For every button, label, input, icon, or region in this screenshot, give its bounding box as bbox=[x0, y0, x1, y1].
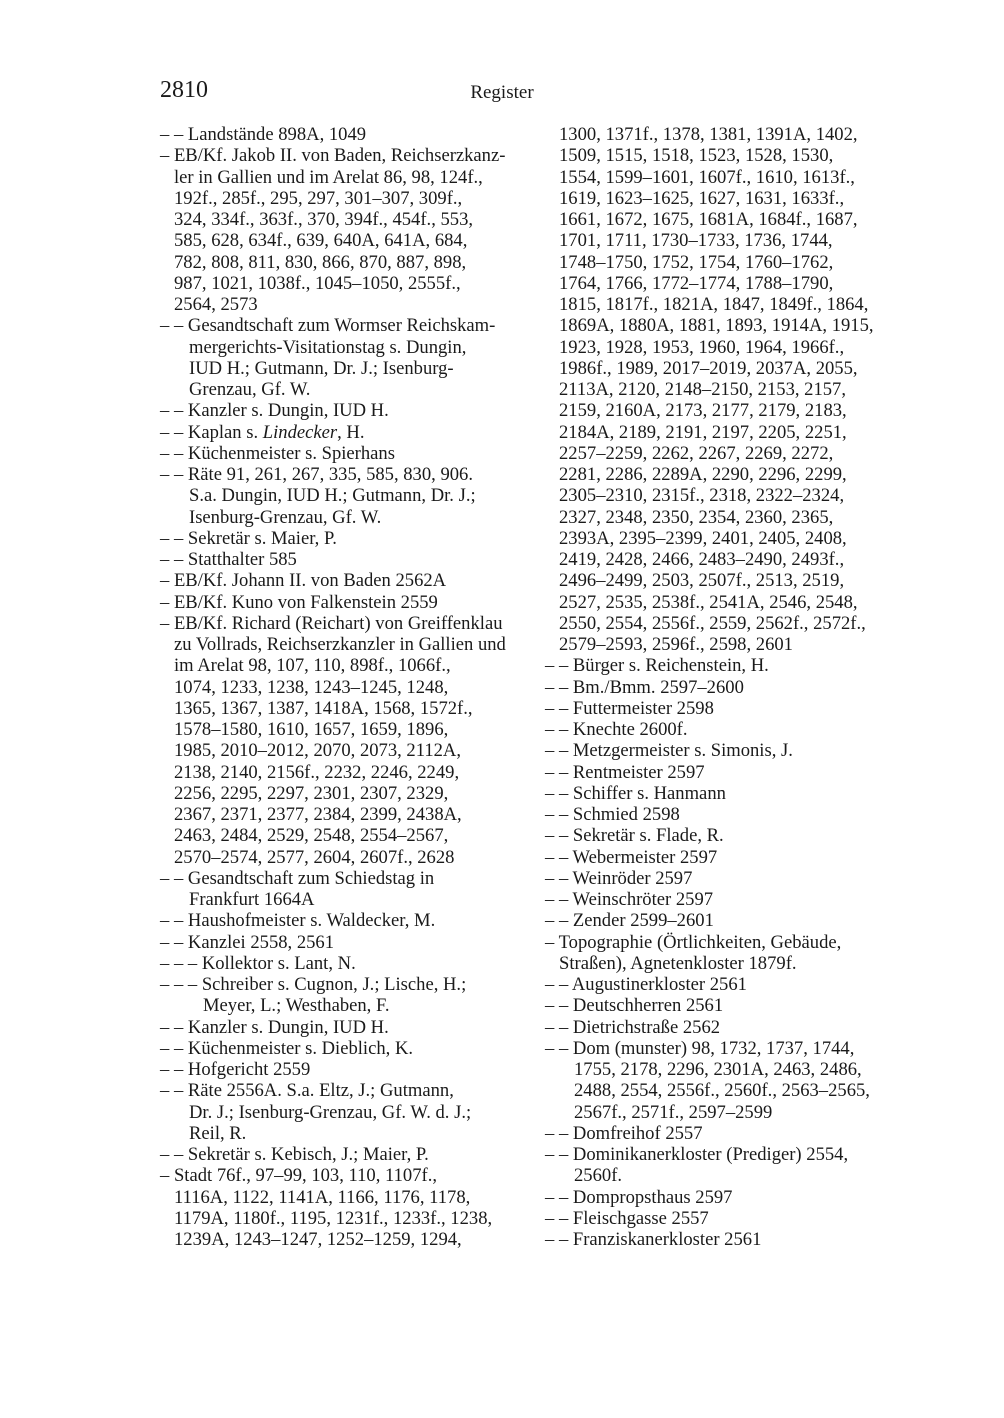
index-line-text: 2113A, 2120, 2148–2150, 2153, 2157, bbox=[559, 379, 846, 400]
index-line-text: 192f., 285f., 295, 297, 301–307, 309f., bbox=[174, 187, 463, 209]
index-line-text: 2257–2259, 2262, 2267, 2269, 2272, bbox=[559, 442, 834, 464]
index-line bbox=[545, 634, 920, 655]
index-line-text: 1116A, 1122, 1141A, 1166, 1176, 1178, bbox=[174, 1186, 471, 1208]
index-line-text: – – – Kollektor s. Lant, N. bbox=[160, 952, 356, 974]
index-line-text: 987, 1021, 1038f., 1045–1050, 2555f., bbox=[174, 272, 461, 294]
index-line bbox=[160, 995, 535, 1016]
index-line-text: – – Knechte 2600f. bbox=[545, 719, 688, 740]
index-line bbox=[160, 528, 535, 549]
index-line bbox=[545, 825, 920, 846]
index-line-text: 782, 808, 811, 830, 866, 870, 887, 898, bbox=[174, 251, 467, 273]
index-line-text: – EB/Kf. Jakob II. von Baden, Reichserzkanz- bbox=[160, 145, 506, 167]
index-line-text: Isenburg-Grenzau, Gf. W. bbox=[189, 506, 382, 528]
index-line-text: zu Vollrads, Reichserzkanzler in Gallien und bbox=[174, 634, 506, 655]
index-line-text: – Topographie (Örtlichkeiten, Gebäude, bbox=[545, 931, 842, 953]
index-line-text: – – Kanzlei 2558, 2561 bbox=[160, 931, 335, 953]
index-line-text: 2488, 2554, 2556f., 2560f., 2563–2565, bbox=[574, 1080, 870, 1102]
index-line-text: – – Küchenmeister s. Spierhans bbox=[160, 442, 395, 464]
index-line-text: – – Bürger s. Reichenstein, H. bbox=[545, 655, 769, 677]
index-line bbox=[160, 974, 535, 995]
index-line bbox=[160, 1187, 535, 1208]
index-line-text: – – Hofgericht 2559 bbox=[160, 1059, 311, 1080]
index-line bbox=[545, 1102, 920, 1123]
index-line-text: 2305–2310, 2315f., 2318, 2322–2324, bbox=[559, 485, 845, 507]
index-line bbox=[160, 422, 535, 443]
index-line bbox=[160, 145, 535, 166]
index-line bbox=[160, 1165, 535, 1186]
index-line-text: 2281, 2286, 2289A, 2290, 2296, 2299, bbox=[559, 464, 847, 485]
index-line bbox=[160, 677, 535, 698]
index-line bbox=[545, 1144, 920, 1165]
index-line bbox=[545, 655, 920, 676]
index-line bbox=[160, 507, 535, 528]
index-line-text: – – Dietrichstraße 2562 bbox=[545, 1016, 721, 1038]
index-line-text: – – Franziskanerkloster 2561 bbox=[545, 1229, 762, 1250]
index-line bbox=[545, 507, 920, 528]
index-line bbox=[160, 932, 535, 953]
index-line bbox=[545, 400, 920, 421]
index-line bbox=[160, 485, 535, 506]
index-line-text: – EB/Kf. Johann II. von Baden 2562A bbox=[160, 570, 447, 592]
index-line-text: – – Räte 2556A. S.a. Eltz, J.; Gutmann, bbox=[160, 1080, 454, 1102]
index-line bbox=[160, 783, 535, 804]
index-line bbox=[545, 528, 920, 549]
index-line bbox=[545, 1229, 920, 1250]
running-head: Register bbox=[470, 82, 534, 103]
index-line-text: 1815, 1817f., 1821A, 1847, 1849f., 1864, bbox=[559, 294, 869, 315]
index-line-text: – – Weinröder 2597 bbox=[545, 867, 693, 889]
index-line bbox=[545, 188, 920, 209]
index-line bbox=[545, 910, 920, 931]
index-line-text: 2579–2593, 2596f., 2598, 2601 bbox=[559, 634, 793, 655]
index-line-text: 2550, 2554, 2556f., 2559, 2562f., 2572f., bbox=[559, 612, 866, 634]
index-line bbox=[160, 1059, 535, 1080]
index-line bbox=[160, 1038, 535, 1059]
index-line-text: mergerichts-Visitationstag s. Dungin, bbox=[189, 336, 467, 358]
index-line bbox=[160, 740, 535, 761]
index-line bbox=[545, 719, 920, 740]
index-line bbox=[545, 294, 920, 315]
index-line bbox=[160, 719, 535, 740]
index-line-text: – – Dom (munster) 98, 1732, 1737, 1744, bbox=[545, 1037, 855, 1059]
index-line-text: Grenzau, Gf. W. bbox=[189, 379, 311, 400]
index-line bbox=[545, 549, 920, 570]
index-line-text: 2367, 2371, 2377, 2384, 2399, 2438A, bbox=[174, 804, 462, 825]
index-line bbox=[160, 443, 535, 464]
index-line-text: 2327, 2348, 2350, 2354, 2360, 2365, bbox=[559, 506, 834, 528]
index-line bbox=[545, 209, 920, 230]
index-line-text: 1509, 1515, 1518, 1523, 1528, 1530, bbox=[559, 145, 834, 167]
index-line bbox=[545, 1187, 920, 1208]
index-line bbox=[545, 932, 920, 953]
index-line-text: 2560f. bbox=[574, 1165, 623, 1187]
index-line-text: 1986f., 1989, 2017–2019, 2037A, 2055, bbox=[559, 357, 858, 379]
index-line-text: 1755, 2178, 2296, 2301A, 2463, 2486, bbox=[574, 1059, 862, 1080]
index-line bbox=[160, 400, 535, 421]
index-line bbox=[545, 230, 920, 251]
index-line-text: 2159, 2160A, 2173, 2177, 2179, 2183, bbox=[559, 400, 847, 422]
index-line bbox=[160, 549, 535, 570]
index-line bbox=[160, 294, 535, 315]
index-line-text: – – Küchenmeister s. Dieblich, K. bbox=[160, 1037, 414, 1059]
index-line-text: 1365, 1367, 1387, 1418A, 1568, 1572f., bbox=[174, 697, 473, 719]
index-line-text: – – Sekretär s. Flade, R. bbox=[545, 825, 724, 847]
index-line-text: 2463, 2484, 2529, 2548, 2554–2567, bbox=[174, 825, 449, 847]
index-line bbox=[545, 592, 920, 613]
index-line-text: – – Landstände 898A, 1049 bbox=[160, 124, 367, 145]
index-line bbox=[545, 1059, 920, 1080]
index-line-text: ler in Gallien und im Arelat 86, 98, 124f., bbox=[174, 166, 483, 188]
index-line-text: – – Augustinerkloster 2561 bbox=[545, 974, 747, 995]
index-line-text: 1619, 1623–1625, 1627, 1631, 1633f., bbox=[559, 187, 845, 209]
index-line bbox=[160, 315, 535, 336]
index-line-text: 1764, 1766, 1772–1774, 1788–1790, bbox=[559, 272, 834, 294]
index-line-text: – – Statthalter 585 bbox=[160, 549, 297, 570]
index-line-text: – – Schmied 2598 bbox=[545, 804, 680, 825]
index-line bbox=[160, 889, 535, 910]
index-line bbox=[545, 124, 920, 145]
index-line-text: 1661, 1672, 1675, 1681A, 1684f., 1687, bbox=[559, 209, 858, 230]
index-line bbox=[545, 1017, 920, 1038]
index-line bbox=[160, 167, 535, 188]
index-line-text: – Stadt 76f., 97–99, 103, 110, 1107f., bbox=[160, 1165, 437, 1187]
index-column-left bbox=[160, 124, 535, 1250]
index-line bbox=[545, 889, 920, 910]
index-line bbox=[545, 995, 920, 1016]
index-line-text: Straßen), Agnetenkloster 1879f. bbox=[559, 952, 797, 974]
index-line-text: 1554, 1599–1601, 1607f., 1610, 1613f., bbox=[559, 166, 855, 188]
index-line-text: – – Dompropsthaus 2597 bbox=[545, 1186, 733, 1208]
index-line bbox=[545, 337, 920, 358]
index-line-text: im Arelat 98, 107, 110, 898f., 1066f., bbox=[174, 655, 451, 677]
index-line bbox=[545, 252, 920, 273]
index-line bbox=[545, 613, 920, 634]
index-line bbox=[160, 252, 535, 273]
index-line bbox=[545, 358, 920, 379]
index-line bbox=[160, 910, 535, 931]
index-line-text: 1300, 1371f., 1378, 1381, 1391A, 1402, bbox=[559, 124, 858, 145]
index-line bbox=[545, 315, 920, 336]
index-line-text: 2184A, 2189, 2191, 2197, 2205, 2251, bbox=[559, 421, 847, 443]
index-line-text: 2570–2574, 2577, 2604, 2607f., 2628 bbox=[174, 846, 455, 868]
index-line-text: – EB/Kf. Kuno von Falkenstein 2559 bbox=[160, 591, 438, 613]
index-line-text: – – Weinschröter 2597 bbox=[545, 889, 714, 910]
index-line bbox=[160, 188, 535, 209]
index-line-text: 1701, 1711, 1730–1733, 1736, 1744, bbox=[559, 230, 833, 252]
index-line-text: – – Zender 2599–2601 bbox=[545, 910, 714, 932]
index-line-text: Dr. J.; Isenburg-Grenzau, Gf. W. d. J.; bbox=[189, 1101, 472, 1123]
index-line-text: – – Kanzler s. Dungin, IUD H. bbox=[160, 400, 389, 422]
index-line bbox=[545, 762, 920, 783]
index-line-text: – – Gesandtschaft zum Schiedstag in bbox=[160, 867, 435, 889]
index-line bbox=[545, 1165, 920, 1186]
index-line bbox=[545, 1080, 920, 1101]
index-line bbox=[160, 868, 535, 889]
index-line-text: 2527, 2535, 2538f., 2541A, 2546, 2548, bbox=[559, 591, 858, 613]
index-line bbox=[160, 762, 535, 783]
index-line-text: 2564, 2573 bbox=[174, 294, 258, 315]
index-line bbox=[160, 209, 535, 230]
index-line bbox=[160, 273, 535, 294]
index-line-text: – – Schiffer s. Hanmann bbox=[545, 782, 726, 804]
index-line bbox=[545, 1038, 920, 1059]
index-line bbox=[545, 847, 920, 868]
index-line bbox=[160, 1144, 535, 1165]
index-line-text: – – Kanzler s. Dungin, IUD H. bbox=[160, 1016, 389, 1038]
page-number: 2810 bbox=[160, 77, 208, 103]
index-line-emphasis: Lindecker bbox=[262, 421, 338, 443]
index-line bbox=[545, 485, 920, 506]
index-line-text: – – Kaplan s. bbox=[160, 421, 263, 443]
index-line bbox=[160, 464, 535, 485]
index-line bbox=[160, 570, 535, 591]
index-line bbox=[545, 273, 920, 294]
index-line bbox=[545, 1123, 920, 1144]
index-line bbox=[160, 1017, 535, 1038]
index-line bbox=[160, 124, 535, 145]
index-line bbox=[545, 677, 920, 698]
index-line-text: IUD H.; Gutmann, Dr. J.; Isenburg- bbox=[189, 357, 454, 379]
index-line-suffix: , H. bbox=[337, 421, 365, 443]
index-line bbox=[160, 698, 535, 719]
index-line bbox=[545, 422, 920, 443]
index-line bbox=[160, 379, 535, 400]
index-line bbox=[160, 337, 535, 358]
index-line bbox=[160, 613, 535, 634]
index-line bbox=[545, 804, 920, 825]
index-line bbox=[160, 358, 535, 379]
index-line-text: 1179A, 1180f., 1195, 1231f., 1233f., 1238, bbox=[174, 1207, 493, 1229]
index-line bbox=[545, 464, 920, 485]
index-line-text: – – Sekretär s. Maier, P. bbox=[160, 527, 337, 549]
index-line bbox=[160, 1208, 535, 1229]
index-line bbox=[545, 783, 920, 804]
index-line-text: – – Metzgermeister s. Simonis, J. bbox=[545, 740, 793, 762]
index-line bbox=[160, 230, 535, 251]
index-line-text: Reil, R. bbox=[189, 1122, 247, 1144]
index-line bbox=[160, 1123, 535, 1144]
index-line bbox=[160, 953, 535, 974]
index-line bbox=[545, 379, 920, 400]
index-line-text: 585, 628, 634f., 639, 640A, 641A, 684, bbox=[174, 230, 468, 252]
index-line bbox=[160, 847, 535, 868]
index-line bbox=[160, 592, 535, 613]
index-line-text: – – Bm./Bmm. 2597–2600 bbox=[545, 676, 744, 698]
index-line bbox=[545, 953, 920, 974]
index-line bbox=[160, 1229, 535, 1250]
index-line-text: – – Sekretär s. Kebisch, J.; Maier, P. bbox=[160, 1144, 429, 1165]
index-line-text: Meyer, L.; Westhaben, F. bbox=[203, 995, 390, 1017]
index-line bbox=[545, 1208, 920, 1229]
index-line-text: – – Dominikanerkloster (Prediger) 2554, bbox=[545, 1144, 849, 1165]
index-line-text: 1748–1750, 1752, 1754, 1760–1762, bbox=[559, 251, 834, 273]
index-line bbox=[160, 825, 535, 846]
index-line bbox=[545, 145, 920, 166]
index-line-text: S.a. Dungin, IUD H.; Gutmann, Dr. J.; bbox=[189, 485, 476, 507]
index-line-text: Frankfurt 1664A bbox=[189, 889, 315, 910]
index-line-text: 2496–2499, 2503, 2507f., 2513, 2519, bbox=[559, 570, 845, 592]
index-line-text: 1578–1580, 1610, 1657, 1659, 1896, bbox=[174, 719, 449, 740]
index-line bbox=[160, 655, 535, 676]
index-column-right bbox=[545, 124, 920, 1250]
index-line-text: 1869A, 1880A, 1881, 1893, 1914A, 1915, bbox=[559, 315, 874, 337]
index-line-text: 2393A, 2395–2399, 2401, 2405, 2408, bbox=[559, 527, 847, 549]
index-line bbox=[160, 1080, 535, 1101]
index-line-text: 2567f., 2571f., 2597–2599 bbox=[574, 1101, 773, 1123]
index-line-text: – – Deutschherren 2561 bbox=[545, 995, 724, 1017]
index-line bbox=[545, 443, 920, 464]
index-line bbox=[545, 740, 920, 761]
index-line bbox=[160, 1102, 535, 1123]
index-line-text: 1239A, 1243–1247, 1252–1259, 1294, bbox=[174, 1229, 462, 1250]
index-line-text: 1923, 1928, 1953, 1960, 1964, 1966f., bbox=[559, 336, 845, 358]
index-line-text: – – Futtermeister 2598 bbox=[545, 697, 714, 719]
index-line-text: – – Haushofmeister s. Waldecker, M. bbox=[160, 910, 436, 932]
index-line-text: 324, 334f., 363f., 370, 394f., 454f., 553, bbox=[174, 209, 474, 230]
index-line bbox=[545, 698, 920, 719]
index-line bbox=[545, 868, 920, 889]
index-line bbox=[160, 804, 535, 825]
index-line-text: 1985, 2010–2012, 2070, 2073, 2112A, bbox=[174, 740, 461, 762]
index-line bbox=[545, 570, 920, 591]
index-line-text: – – – Schreiber s. Cugnon, J.; Lische, H.; bbox=[160, 974, 467, 995]
index-line-text: – – Räte 91, 261, 267, 335, 585, 830, 906. bbox=[160, 464, 473, 485]
index-line-text: – – Domfreihof 2557 bbox=[545, 1122, 703, 1144]
index-line-text: 2419, 2428, 2466, 2483–2490, 2493f., bbox=[559, 549, 845, 570]
index-line bbox=[545, 974, 920, 995]
index-line-text: 1074, 1233, 1238, 1243–1245, 1248, bbox=[174, 676, 449, 698]
index-line-text: – – Gesandtschaft zum Wormser Reichskam- bbox=[160, 315, 496, 337]
index-line-text: – – Fleischgasse 2557 bbox=[545, 1207, 709, 1229]
index-line-text: 2256, 2295, 2297, 2301, 2307, 2329, bbox=[174, 782, 449, 804]
index-line bbox=[545, 167, 920, 188]
index-line-text: – – Rentmeister 2597 bbox=[545, 761, 705, 783]
index-line-text: – – Webermeister 2597 bbox=[545, 846, 718, 868]
index-line bbox=[160, 634, 535, 655]
index-line-text: – EB/Kf. Richard (Reichart) von Greiffenklau bbox=[160, 612, 503, 634]
index-line-text: 2138, 2140, 2156f., 2232, 2246, 2249, bbox=[174, 761, 460, 783]
